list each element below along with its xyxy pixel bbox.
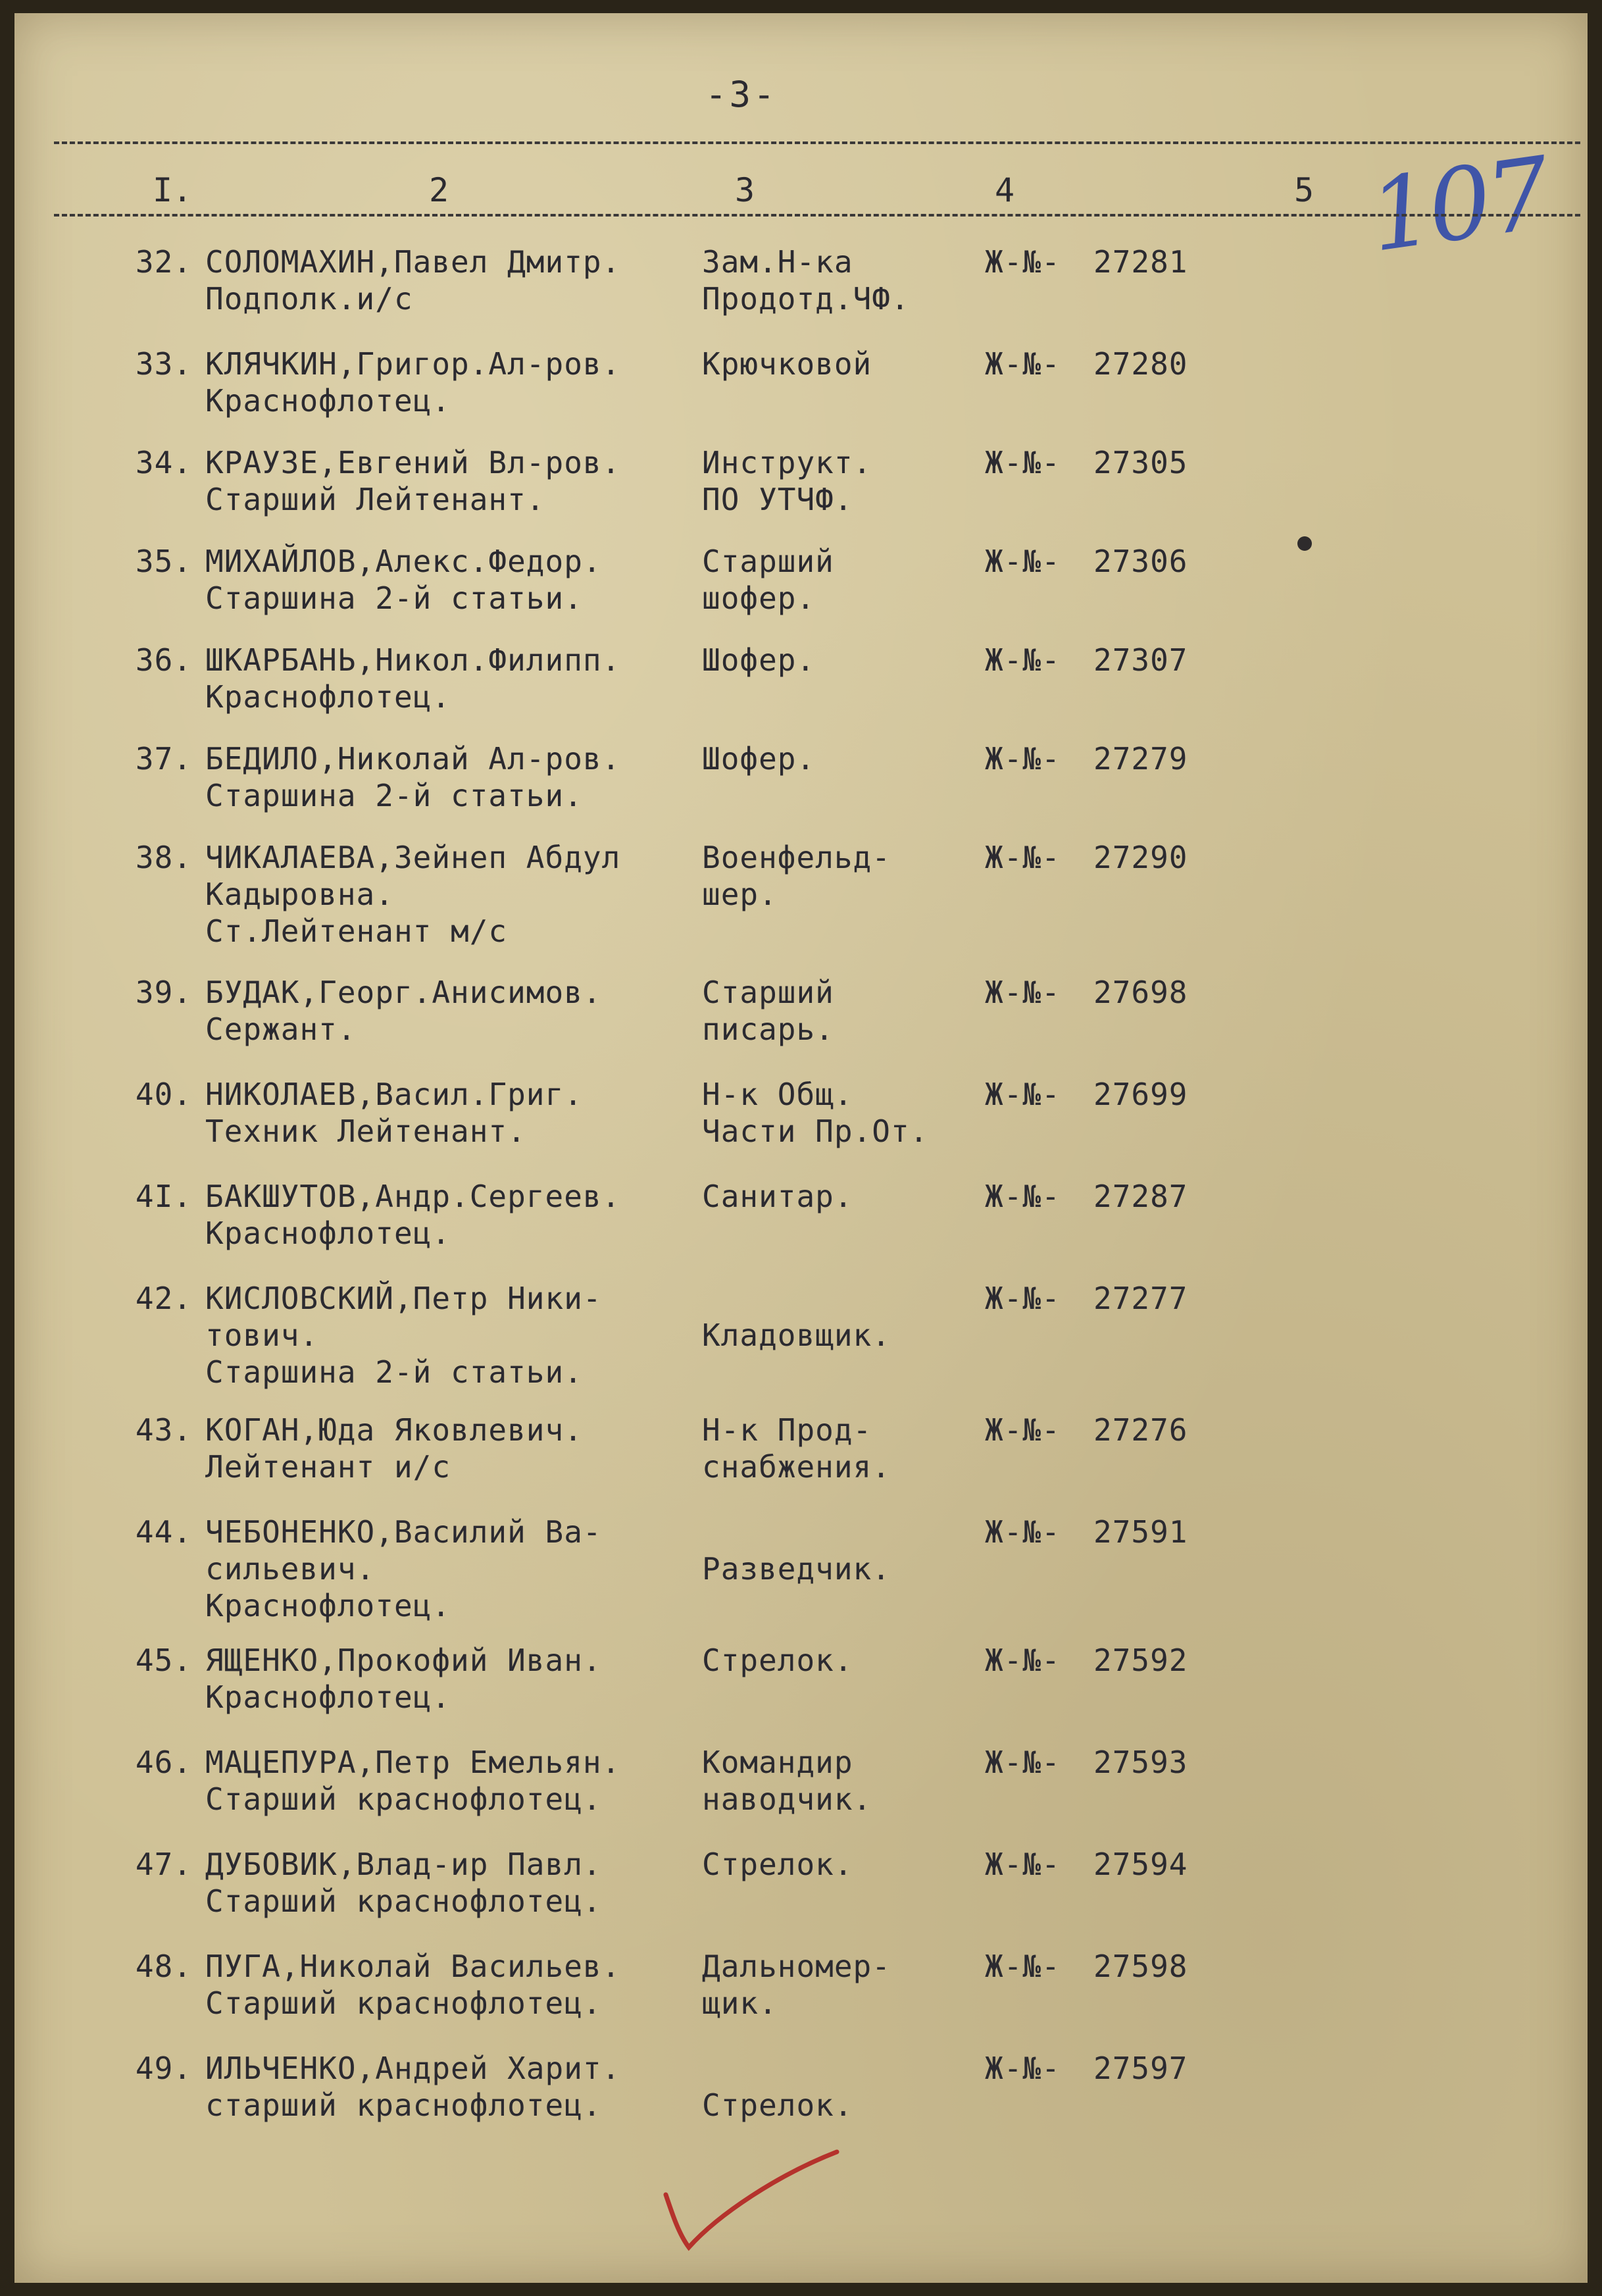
entry-position: Инструкт. ПО УТЧФ.: [702, 445, 872, 517]
entry-position: Старший писарь.: [702, 975, 834, 1047]
entry-number: 32.: [135, 244, 192, 280]
top-rule: [54, 141, 1580, 144]
entry-position: Шофер.: [702, 642, 816, 678]
entry-award-code: Ж-№-: [985, 642, 1061, 678]
entry-number: 44.: [135, 1514, 192, 1550]
entry-award-code: Ж-№-: [985, 1179, 1061, 1214]
list-item: [14, 1178, 1588, 1263]
entry-position: Н-к Прод- снабжения.: [702, 1412, 891, 1485]
entry-number: 35.: [135, 544, 192, 579]
entry-position: Крючковой: [702, 346, 872, 382]
entry-number: 33.: [135, 346, 192, 382]
entry-name: КЛЯЧКИН,Григор.Ал-ров. Краснофлотец.: [205, 346, 621, 419]
list-item: [14, 1280, 1588, 1390]
entry-award-code: Ж-№-: [985, 1745, 1061, 1780]
entry-award-code: Ж-№-: [985, 1281, 1061, 1316]
entry-position: Старший шофер.: [702, 544, 834, 616]
entry-name: КОГАН,Юда Яковлевич. Лейтенант и/с: [205, 1412, 583, 1485]
entry-award-code: Ж-№-: [985, 1643, 1061, 1678]
entry-award-number: 27598: [1093, 1949, 1188, 1984]
column-header-3: 3: [735, 171, 755, 209]
document-page: [14, 13, 1588, 2283]
entry-name: МАЦЕПУРА,Петр Емельян. Старший краснофлотец.: [205, 1745, 621, 1817]
entry-number: 4I.: [135, 1179, 192, 1214]
entry-position: Командир наводчик.: [702, 1745, 872, 1817]
list-item: [14, 974, 1588, 1059]
entry-position: Разведчик.: [702, 1551, 891, 1587]
entry-number: 34.: [135, 445, 192, 480]
check-mark-icon: [659, 2142, 843, 2254]
entry-award-number: 27699: [1093, 1077, 1188, 1112]
entry-number: 48.: [135, 1949, 192, 1984]
entry-award-number: 27276: [1093, 1412, 1188, 1448]
entry-position: Санитар.: [702, 1179, 853, 1214]
list-item: [14, 1514, 1588, 1623]
entry-number: 45.: [135, 1643, 192, 1678]
entry-position: Военфельд- шер.: [702, 840, 891, 912]
entry-name: ЧИКАЛАЕВА,Зейнеп Абдул Кадыровна. Ст.Лейтенант м/с: [205, 840, 621, 949]
entry-position: Стрелок.: [702, 2087, 853, 2123]
list-item: [14, 740, 1588, 826]
entry-name: НИКОЛАЕВ,Васил.Григ. Техник Лейтенант.: [205, 1077, 583, 1149]
list-item: [14, 1642, 1588, 1727]
entry-award-number: 27594: [1093, 1847, 1188, 1882]
entry-name: ПУГА,Николай Васильев. Старший краснофлотец.: [205, 1949, 621, 2021]
entry-position: Стрелок.: [702, 1643, 853, 1678]
entry-award-code: Ж-№-: [985, 244, 1061, 280]
entry-name: КИСЛОВСКИЙ,Петр Ники- тович. Старшина 2-й статьи.: [205, 1281, 602, 1390]
entry-number: 47.: [135, 1847, 192, 1882]
entry-name: МИХАЙЛОВ,Алекс.Федор. Старшина 2-й статьи.: [205, 544, 602, 616]
entry-award-number: 27306: [1093, 544, 1188, 579]
entry-number: 40.: [135, 1077, 192, 1112]
entry-name: СОЛОМАХИН,Павел Дмитр. Подполк.и/с: [205, 244, 621, 317]
entry-name: КРАУЗЕ,Евгений Вл-ров. Старший Лейтенант.: [205, 445, 621, 517]
entry-award-code: Ж-№-: [985, 741, 1061, 777]
entry-award-number: 27290: [1093, 840, 1188, 875]
entry-position: Шофер.: [702, 741, 816, 777]
entry-award-number: 27305: [1093, 445, 1188, 480]
entry-award-number: 27277: [1093, 1281, 1188, 1316]
list-item: [14, 543, 1588, 628]
entry-number: 38.: [135, 840, 192, 875]
entry-number: 46.: [135, 1745, 192, 1780]
entry-number: 49.: [135, 2051, 192, 2086]
entry-name: БУДАК,Георг.Анисимов. Сержант.: [205, 975, 602, 1047]
entry-name: БАКШУТОВ,Андр.Сергеев. Краснофлотец.: [205, 1179, 621, 1251]
entry-name: ШКАРБАНЬ,Никол.Филипп. Краснофлотец.: [205, 642, 621, 715]
entry-award-number: 27698: [1093, 975, 1188, 1010]
handwritten-mark: 107: [1363, 136, 1554, 274]
entry-award-number: 27593: [1093, 1745, 1188, 1780]
entry-name: ЯЩЕНКО,Прокофий Иван. Краснофлотец.: [205, 1643, 602, 1715]
column-header-2: 2: [429, 171, 449, 209]
list-item: [14, 1744, 1588, 1829]
entry-award-code: Ж-№-: [985, 840, 1061, 875]
entry-name: ИЛЬЧЕНКО,Андрей Харит. старший краснофлотец.: [205, 2051, 621, 2123]
entry-award-number: 27591: [1093, 1514, 1188, 1550]
list-item: [14, 1846, 1588, 1931]
list-item: [14, 839, 1588, 949]
entry-award-number: 27279: [1093, 741, 1188, 777]
entry-name: БЕДИЛО,Николай Ал-ров. Старшина 2-й статьи.: [205, 741, 621, 813]
entry-award-number: 27281: [1093, 244, 1188, 280]
column-header-4: 4: [995, 171, 1015, 209]
entry-award-code: Ж-№-: [985, 975, 1061, 1010]
entry-award-code: Ж-№-: [985, 1847, 1061, 1882]
list-item: [14, 345, 1588, 431]
list-item: [14, 1076, 1588, 1161]
column-header-1: I.: [153, 171, 193, 209]
list-item: [14, 642, 1588, 727]
list-item: [14, 444, 1588, 530]
list-item: [14, 2050, 1588, 2135]
entry-award-number: 27287: [1093, 1179, 1188, 1214]
entry-award-code: Ж-№-: [985, 445, 1061, 480]
entry-award-number: 27280: [1093, 346, 1188, 382]
list-item: [14, 1948, 1588, 2033]
entry-award-number: 27307: [1093, 642, 1188, 678]
header-rule: [54, 214, 1580, 217]
entry-position: Кладовщик.: [702, 1317, 891, 1353]
entry-number: 42.: [135, 1281, 192, 1316]
entry-award-code: Ж-№-: [985, 1514, 1061, 1550]
entry-award-code: Ж-№-: [985, 1949, 1061, 1984]
page-number: -3-: [705, 74, 778, 115]
entry-name: ЧЕБОНЕНКО,Василий Ва- сильевич. Краснофлотец.: [205, 1514, 602, 1623]
list-item: [14, 1412, 1588, 1497]
list-item: [14, 243, 1588, 329]
entry-award-code: Ж-№-: [985, 346, 1061, 382]
column-header-5: 5: [1294, 171, 1314, 209]
entry-award-number: 27597: [1093, 2051, 1188, 2086]
entry-award-number: 27592: [1093, 1643, 1188, 1678]
entry-number: 39.: [135, 975, 192, 1010]
entry-award-code: Ж-№-: [985, 2051, 1061, 2086]
entry-name: ДУБОВИК,Влад-ир Павл. Старший краснофлотец.: [205, 1847, 602, 1919]
entry-award-code: Ж-№-: [985, 1412, 1061, 1448]
entry-award-code: Ж-№-: [985, 544, 1061, 579]
entry-position: Стрелок.: [702, 1847, 853, 1882]
entry-position: Зам.Н-ка Продотд.ЧФ.: [702, 244, 910, 317]
entry-number: 43.: [135, 1412, 192, 1448]
entry-number: 37.: [135, 741, 192, 777]
entry-position: Дальномер- щик.: [702, 1949, 891, 2021]
entry-award-code: Ж-№-: [985, 1077, 1061, 1112]
entry-position: Н-к Общ. Части Пр.От.: [702, 1077, 929, 1149]
entry-number: 36.: [135, 642, 192, 678]
